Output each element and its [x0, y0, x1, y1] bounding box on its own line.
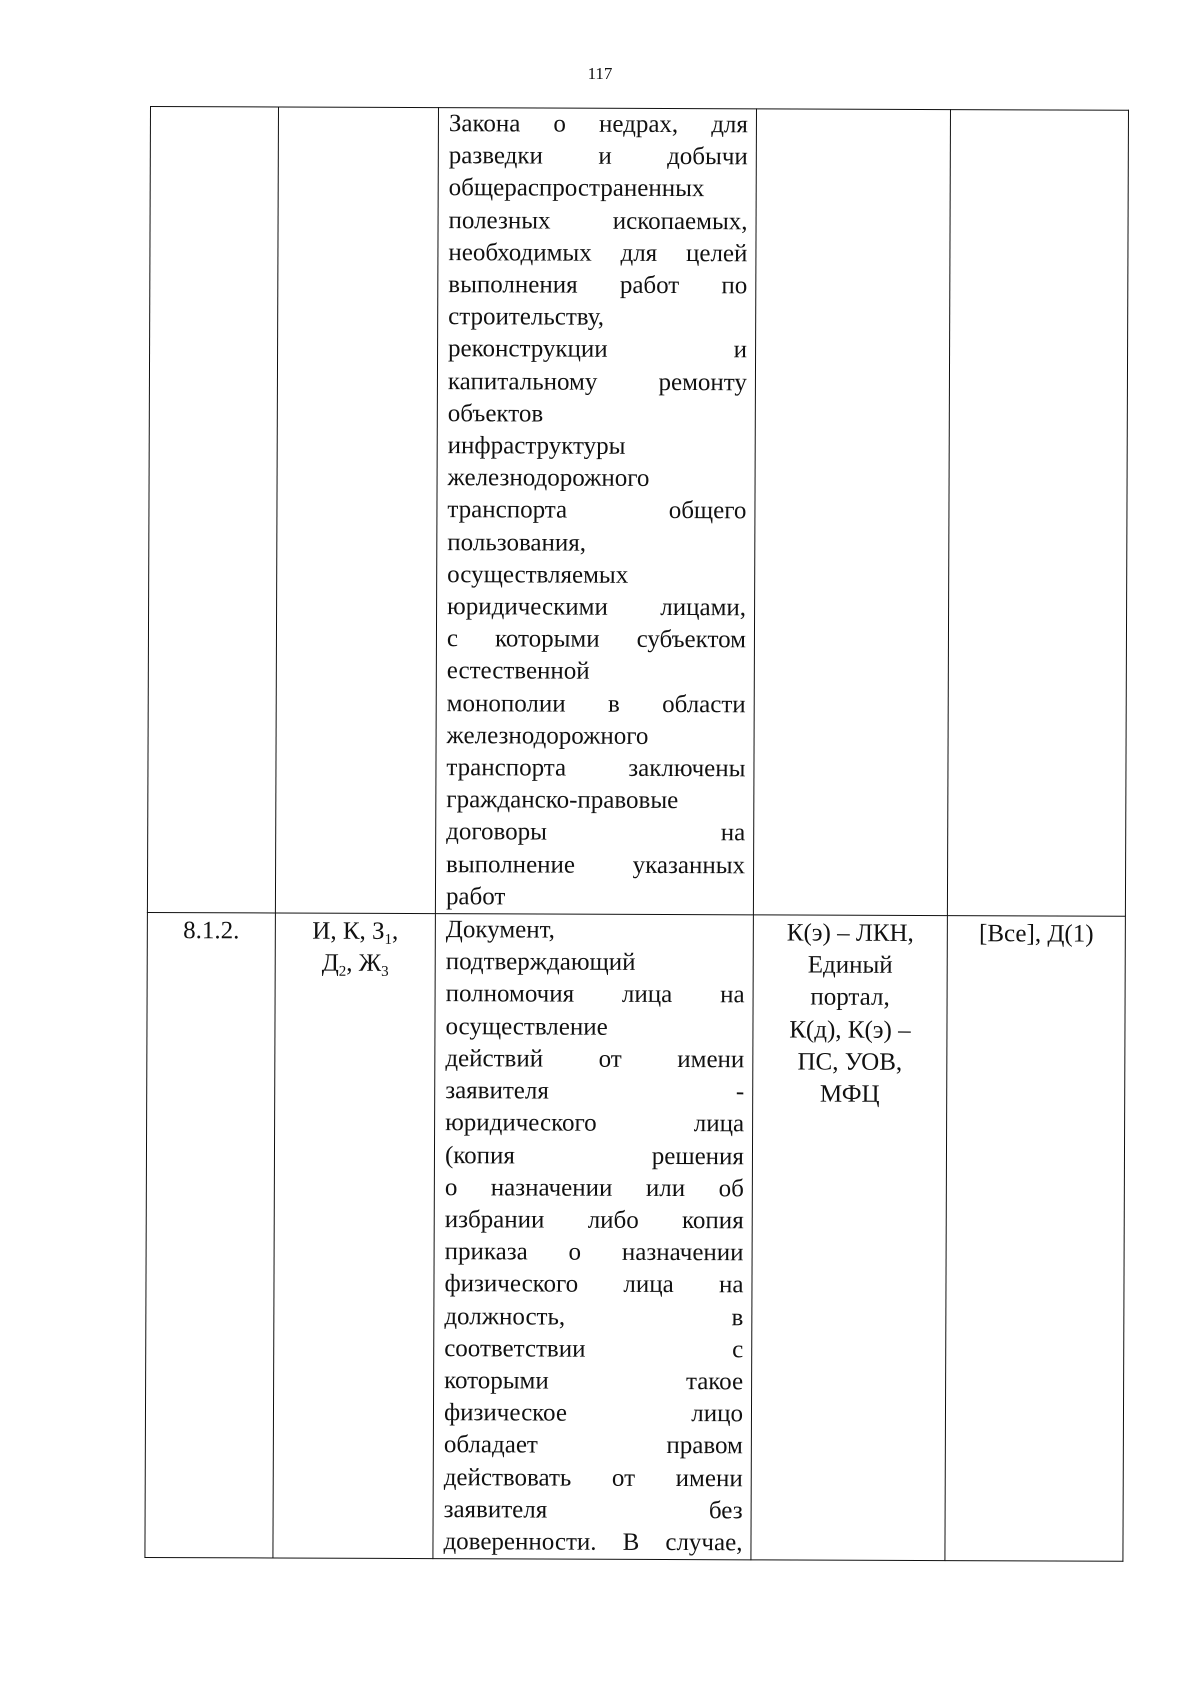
page-number: 117 [587, 64, 613, 83]
document-text-line: инфраструктуры [447, 432, 626, 460]
document-description-cell [433, 914, 753, 1560]
applicant-category-cell [275, 107, 438, 914]
document-text-line: железнодорожного [446, 722, 649, 750]
note-cell: [Все], Д(1) [945, 916, 1125, 1562]
document-text-line: выполнения работ по [448, 271, 748, 300]
row-number-cell: 8.1.2. [145, 913, 275, 1559]
submission-method-line: ПС, УОВ, [797, 1048, 903, 1076]
submission-method-line: МФЦ [819, 1080, 880, 1108]
document-text-line: объектов [447, 399, 544, 428]
document-text-line: с которыми субъектом [446, 625, 747, 654]
document-table [144, 106, 1129, 1562]
document-text-line: физического лица на [444, 1270, 744, 1299]
document-description-cell [435, 108, 756, 915]
document-text-line: разведки и добычи [448, 142, 748, 171]
document-text-line: осуществление [445, 1012, 608, 1041]
document-text-line: транспорта заключены [446, 754, 746, 783]
applicant-category-line: И, К, $З_1$, [312, 917, 399, 949]
document-text-line: физическое лицо [443, 1399, 744, 1428]
document-text-line: осуществляемых [447, 560, 629, 589]
document-text-line: приказа о назначении [444, 1238, 744, 1267]
submission-method-cell [751, 915, 947, 1561]
document-text-line: юридического лица [445, 1109, 745, 1138]
document-text-line: Закона о недрах, для [448, 110, 748, 139]
document-text-line: работ [445, 883, 506, 911]
document-text-line: заявителя без [443, 1495, 743, 1525]
document-text-line: общераспространенных [448, 174, 705, 203]
applicant-category-cell [273, 913, 435, 1559]
document-text-line: заявителя - [445, 1077, 745, 1106]
submission-method-line: К(д), К(э) – [789, 1016, 911, 1044]
document-text-line: необходимых для целей [448, 238, 748, 268]
document-text-line: обладает правом [443, 1431, 743, 1460]
table-row [147, 107, 1128, 917]
submission-text [753, 917, 947, 1111]
document-text-line: подтверждающий [445, 948, 636, 977]
document-text-line: избрании либо копия [444, 1206, 744, 1235]
document-text-line: полномочия лица на [445, 980, 745, 1009]
table-row [145, 913, 1125, 1562]
document-text-line: транспорта общего [447, 496, 747, 525]
submission-method-line: К(э) – ЛКН, [786, 919, 914, 948]
document-text-line: естественной [446, 657, 590, 686]
document-text-line: Документ, [445, 916, 555, 944]
submission-method-line: портал, [810, 984, 890, 1012]
document-text-line: железнодорожного [447, 464, 650, 493]
document-text-line: реконструкции и [448, 335, 748, 364]
document-text [443, 914, 744, 1559]
note-cell [947, 110, 1128, 917]
document-text-line: выполнение указанных [446, 850, 746, 879]
document-text-line: действий от имени [445, 1045, 745, 1074]
document-table-container [144, 106, 1128, 1562]
row-number-cell [147, 107, 278, 914]
document-text-line: монополии в области [446, 689, 746, 718]
document-text-line: которыми такое [444, 1367, 744, 1396]
document-text-line: (копия решения [444, 1141, 745, 1170]
document-text-line: о назначении или об [444, 1173, 744, 1202]
document-text [446, 108, 748, 914]
submission-method-cell [753, 109, 950, 916]
document-text-line: пользования, [447, 528, 587, 557]
document-text-line: полезных ископаемых, [448, 206, 748, 235]
document-text-line: юридическими лицами, [447, 593, 747, 622]
document-text-line: должность, в [444, 1302, 744, 1331]
document-text-line: строительству, [448, 303, 605, 331]
document-text-line: договоры на [446, 818, 746, 847]
applicant-category-line: $Д_2$, $Ж_3$ [321, 949, 389, 981]
document-text-line: действовать от имени [443, 1463, 743, 1492]
document-text-line: гражданско-правовые [446, 786, 679, 815]
submission-method-line: Единый [807, 951, 893, 980]
document-text-line: соответствии с [444, 1334, 744, 1364]
document-text-line: доверенности. В случае, [443, 1528, 743, 1557]
document-text-line: капитальному ремонту [447, 367, 747, 396]
